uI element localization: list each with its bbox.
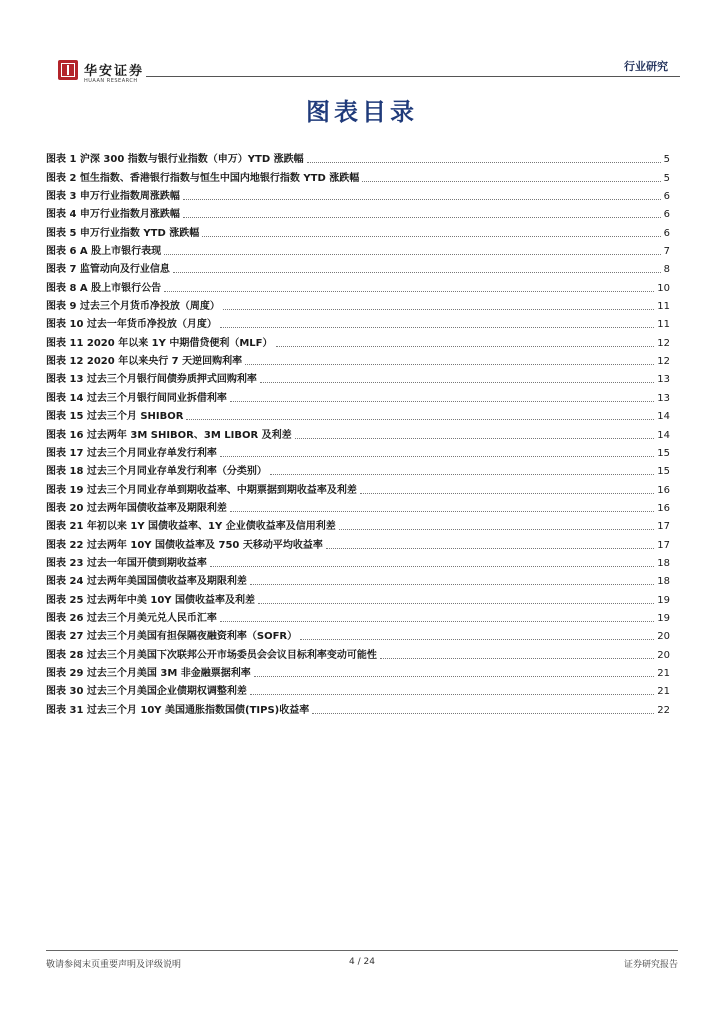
toc-dot-leader (254, 676, 655, 677)
toc-dot-leader (210, 566, 654, 567)
company-logo-icon (58, 60, 78, 80)
toc-dot-leader (202, 236, 660, 237)
toc-entry-label[interactable]: 图表 30 过去三个月美国企业债期权调整利差 (46, 686, 247, 698)
toc-entry-page[interactable]: 22 (657, 704, 670, 716)
toc-entry[interactable] (46, 185, 670, 203)
toc-entry[interactable] (46, 350, 670, 368)
toc-entry-page[interactable]: 19 (657, 612, 670, 624)
toc-entry-page[interactable]: 16 (657, 484, 670, 496)
toc-entry[interactable] (46, 276, 670, 294)
toc-dot-leader (250, 694, 654, 695)
toc-entry-label[interactable]: 图表 27 过去三个月美国有担保隔夜融资利率（SOFR） (46, 631, 298, 643)
toc-dot-leader (300, 639, 654, 640)
toc-entry-label[interactable]: 图表 8 A 股上市银行公告 (46, 282, 162, 294)
toc-dot-leader (339, 529, 655, 530)
toc-entry[interactable] (46, 442, 670, 460)
toc-dot-leader (380, 658, 654, 659)
toc-entry-page[interactable]: 5 (663, 154, 670, 166)
toc-entry-label[interactable]: 图表 5 申万行业指数 YTD 涨跌幅 (46, 227, 200, 239)
footer-disclaimer: 敬请参阅末页重要声明及评级说明 (46, 960, 182, 970)
toc-entry[interactable] (46, 533, 670, 551)
toc-entry-page[interactable]: 14 (657, 429, 670, 441)
toc-entry-label[interactable]: 图表 23 过去一年国开债到期收益率 (46, 557, 207, 569)
toc-entry[interactable] (46, 295, 670, 313)
toc-dot-leader (295, 438, 655, 439)
toc-dot-leader (250, 584, 654, 585)
toc-entry-page[interactable]: 8 (663, 264, 670, 276)
footer-doc-type: 证券研究报告 (623, 960, 678, 970)
toc-entry-label[interactable]: 图表 29 过去三个月美国 3M 非金融票据利率 (46, 667, 251, 679)
report-category: 行业研究 (624, 60, 668, 73)
toc-entry-label[interactable]: 图表 13 过去三个月银行间债券质押式回购利率 (46, 374, 257, 386)
toc-entry[interactable] (46, 588, 670, 606)
toc-dot-leader (230, 401, 654, 402)
figure-table-of-contents (46, 148, 670, 717)
toc-dot-leader (220, 456, 654, 457)
toc-entry[interactable] (46, 368, 670, 386)
toc-dot-leader (362, 181, 660, 182)
toc-entry[interactable] (46, 148, 670, 166)
toc-entry-page[interactable]: 6 (663, 209, 670, 221)
toc-entry-page[interactable]: 15 (657, 466, 670, 478)
toc-entry-label[interactable]: 图表 4 申万行业指数月涨跌幅 (46, 209, 180, 221)
toc-dot-leader (260, 382, 654, 383)
toc-entry-page[interactable]: 17 (657, 521, 670, 533)
toc-dot-leader (164, 291, 654, 292)
toc-entry-page[interactable]: 16 (657, 502, 670, 514)
toc-entry[interactable] (46, 313, 670, 331)
toc-dot-leader (312, 713, 654, 714)
toc-entry[interactable] (46, 258, 670, 276)
toc-dot-leader (220, 621, 654, 622)
footer-divider (46, 950, 678, 951)
toc-entry[interactable] (46, 405, 670, 423)
header-divider (146, 76, 680, 77)
page-footer (46, 957, 678, 971)
toc-entry-page[interactable]: 20 (657, 631, 670, 643)
toc-entry-page[interactable]: 19 (657, 594, 670, 606)
toc-entry[interactable] (46, 166, 670, 184)
toc-entry[interactable] (46, 240, 670, 258)
toc-entry[interactable] (46, 203, 670, 221)
toc-dot-leader (183, 217, 661, 218)
toc-entry-page[interactable]: 6 (663, 191, 670, 203)
toc-entry-page[interactable]: 18 (657, 576, 670, 588)
toc-dot-leader (183, 199, 661, 200)
toc-entry[interactable] (46, 460, 670, 478)
toc-dot-leader (276, 346, 655, 347)
toc-entry[interactable] (46, 221, 670, 239)
toc-entry-page[interactable]: 13 (657, 374, 670, 386)
toc-entry-label[interactable]: 图表 28 过去三个月美国下次联邦公开市场委员会会议目标利率变动可能性 (46, 649, 377, 661)
toc-entry[interactable] (46, 478, 670, 496)
toc-entry[interactable] (46, 386, 670, 404)
toc-entry-page[interactable]: 17 (657, 539, 670, 551)
toc-entry-page[interactable]: 18 (657, 557, 670, 569)
toc-dot-leader (245, 364, 654, 365)
page-header (46, 52, 680, 92)
toc-entry-page[interactable]: 11 (657, 301, 670, 313)
toc-entry-label[interactable]: 图表 20 过去两年国债收益率及期限利差 (46, 502, 227, 514)
toc-entry-label[interactable]: 图表 10 过去一年货币净投放（月度） (46, 319, 217, 331)
toc-dot-leader (270, 474, 654, 475)
toc-entry-label[interactable]: 图表 16 过去两年 3M SHIBOR、3M LIBOR 及利差 (46, 429, 292, 441)
toc-entry-page[interactable]: 12 (657, 337, 670, 349)
toc-entry[interactable] (46, 643, 670, 661)
toc-entry-label[interactable]: 图表 15 过去三个月 SHIBOR (46, 411, 184, 423)
toc-entry-page[interactable]: 21 (657, 667, 670, 679)
toc-dot-leader (258, 603, 654, 604)
toc-entry-page[interactable]: 21 (657, 686, 670, 698)
toc-entry-label[interactable]: 图表 2 恒生指数、香港银行指数与恒生中国内地银行指数 YTD 涨跌幅 (46, 172, 360, 184)
toc-entry[interactable] (46, 662, 670, 680)
toc-entry-page[interactable]: 5 (663, 172, 670, 184)
toc-entry-label[interactable]: 图表 22 过去两年 10Y 国债收益率及 750 天移动平均收益率 (46, 539, 323, 551)
toc-dot-leader (326, 548, 654, 549)
toc-entry-label[interactable]: 图表 6 A 股上市银行表现 (46, 246, 162, 258)
toc-entry-label[interactable]: 图表 25 过去两年中美 10Y 国债收益率及利差 (46, 594, 255, 606)
toc-entry[interactable] (46, 625, 670, 643)
toc-entry-label[interactable]: 图表 26 过去三个月美元兑人民币汇率 (46, 612, 217, 624)
toc-entry-label[interactable]: 图表 12 2020 年以来央行 7 天逆回购利率 (46, 356, 243, 368)
toc-entry-label[interactable]: 图表 31 过去三个月 10Y 美国通胀指数国债(TIPS)收益率 (46, 704, 310, 716)
toc-dot-leader (173, 272, 661, 273)
page-title: 图表目录 (306, 98, 418, 126)
toc-entry-page[interactable]: 12 (657, 356, 670, 368)
toc-entry-page[interactable]: 15 (657, 447, 670, 459)
toc-entry-page[interactable]: 6 (663, 227, 670, 239)
toc-entry-page[interactable]: 20 (657, 649, 670, 661)
company-logo-text: 华安证券 (84, 64, 145, 79)
toc-entry-label[interactable]: 图表 24 过去两年美国国债收益率及期限利差 (46, 576, 247, 588)
toc-dot-leader (220, 327, 654, 328)
toc-entry[interactable] (46, 698, 670, 716)
toc-entry-label[interactable]: 图表 1 沪深 300 指数与银行业指数（申万）YTD 涨跌幅 (46, 154, 304, 166)
toc-entry[interactable] (46, 552, 670, 570)
toc-entry-label[interactable]: 图表 21 年初以来 1Y 国债收益率、1Y 企业债收益率及信用利差 (46, 521, 336, 533)
toc-entry-page[interactable]: 7 (663, 246, 670, 258)
toc-entry-label[interactable]: 图表 14 过去三个月银行间同业拆借利率 (46, 392, 227, 404)
toc-entry[interactable] (46, 570, 670, 588)
toc-entry-page[interactable]: 14 (657, 411, 670, 423)
toc-entry-page[interactable]: 10 (657, 282, 670, 294)
toc-entry-label[interactable]: 图表 11 2020 年以来 1Y 中期借贷便利（MLF） (46, 337, 273, 349)
toc-entry-label[interactable]: 图表 9 过去三个月货币净投放（周度） (46, 301, 220, 313)
toc-entry-label[interactable]: 图表 19 过去三个月同业存单到期收益率、中期票据到期收益率及利差 (46, 484, 357, 496)
toc-dot-leader (307, 162, 661, 163)
toc-entry[interactable] (46, 331, 670, 349)
toc-dot-leader (230, 511, 654, 512)
toc-entry[interactable] (46, 515, 670, 533)
toc-entry-label[interactable]: 图表 7 监管动向及行业信息 (46, 264, 170, 276)
company-logo-subtext: HUAAN RESEARCH (84, 78, 138, 84)
toc-entry[interactable] (46, 680, 670, 698)
toc-entry-page[interactable]: 11 (657, 319, 670, 331)
toc-entry-label[interactable]: 图表 17 过去三个月同业存单发行利率 (46, 447, 217, 459)
toc-dot-leader (223, 309, 654, 310)
toc-dot-leader (186, 419, 654, 420)
toc-dot-leader (360, 493, 654, 494)
toc-entry-page[interactable]: 13 (657, 392, 670, 404)
toc-entry-label[interactable]: 图表 18 过去三个月同业存单发行利率（分类别） (46, 466, 267, 478)
toc-entry[interactable] (46, 497, 670, 515)
toc-entry[interactable] (46, 423, 670, 441)
toc-entry-label[interactable]: 图表 3 申万行业指数周涨跌幅 (46, 191, 180, 203)
footer-page-number: 4 / 24 (349, 957, 375, 967)
toc-dot-leader (164, 254, 660, 255)
toc-entry[interactable] (46, 607, 670, 625)
